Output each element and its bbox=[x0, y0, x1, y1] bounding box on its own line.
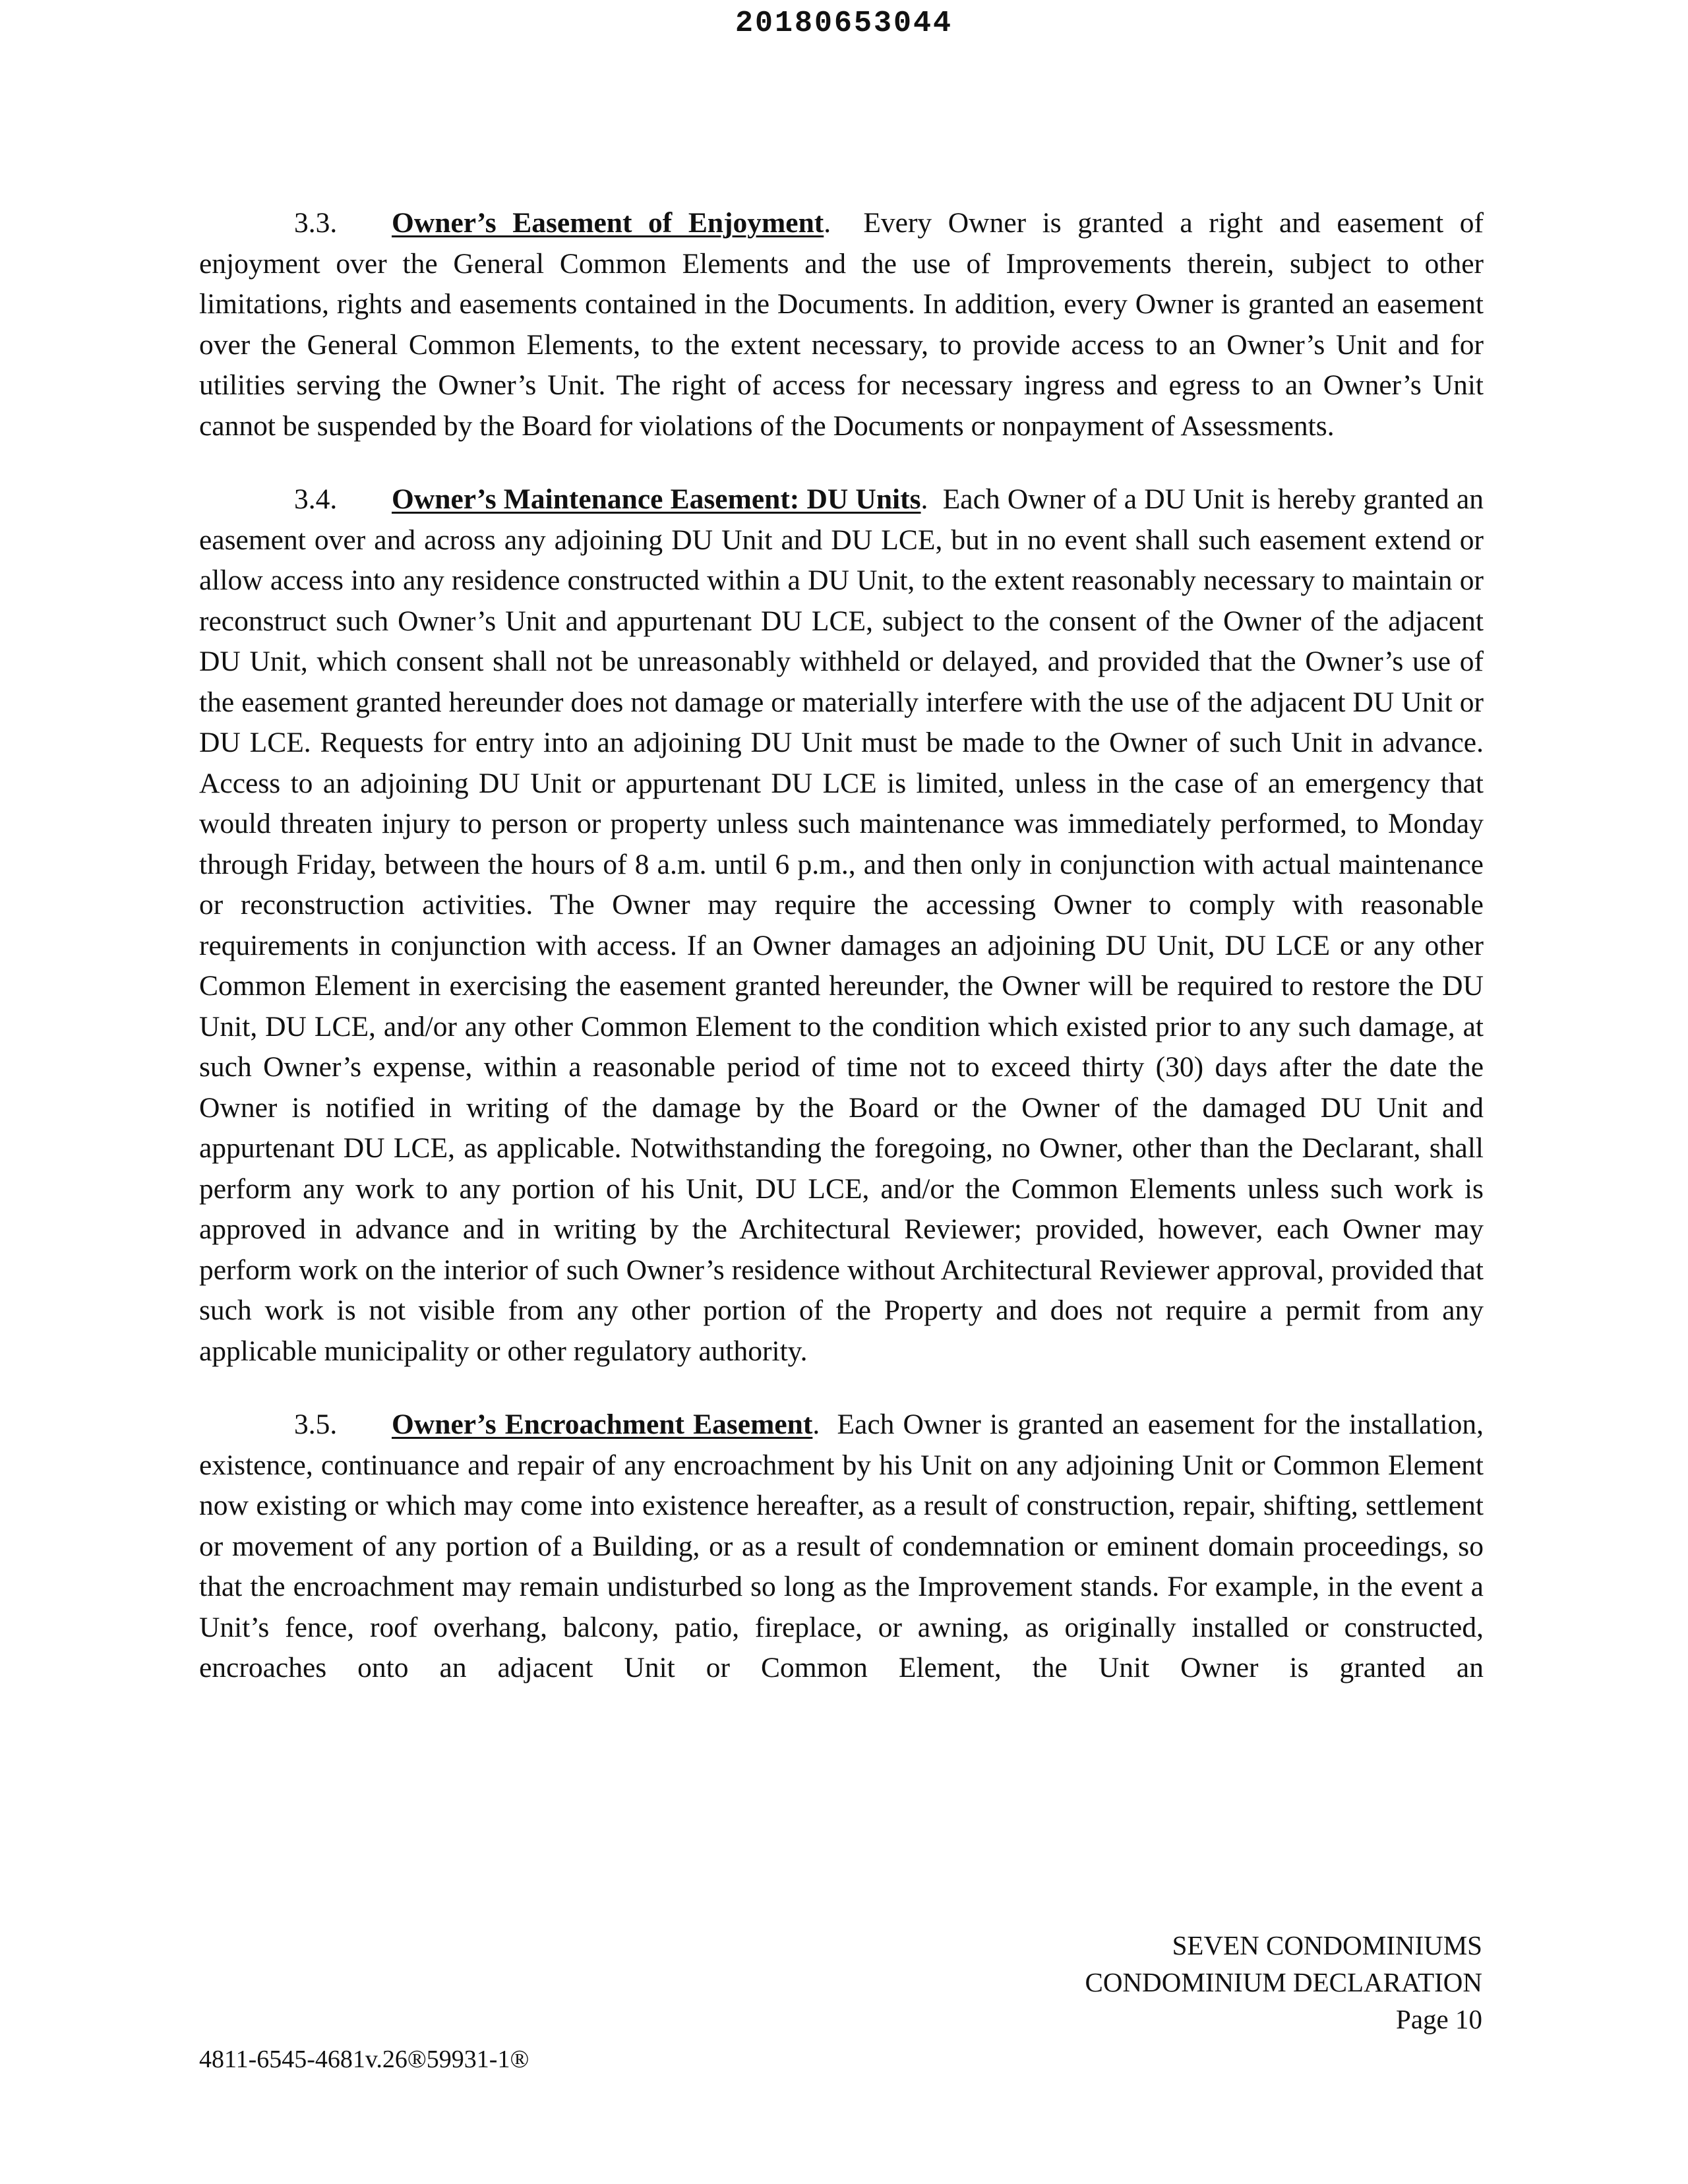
document-id: 4811-6545-4681v.26®59931-1® bbox=[199, 2046, 529, 2073]
page-number: Page 10 bbox=[1396, 2004, 1482, 2034]
section-title-period: . bbox=[812, 1409, 820, 1440]
section-title: Owner’s Easement of Enjoyment bbox=[392, 207, 824, 239]
section-title: Owner’s Maintenance Easement: DU Units bbox=[392, 483, 921, 515]
section-number: 3.5. bbox=[294, 1409, 338, 1440]
section-number: 3.3. bbox=[294, 207, 338, 239]
section-3-4 bbox=[199, 479, 1484, 1372]
footer-project-name: SEVEN CONDOMINIUMS bbox=[1172, 1930, 1482, 1960]
section-body: Each Owner of a DU Unit is hereby granted an easement over and across any adjoining DU Unit and DU LCE, but in no event shall such easement extend or allow access into any residence constructed within a DU Unit, to the extent reasonably necessary to maintain or reconstruct such Owner’s Unit and appurtenant DU LCE, subject to the consent of the Owner of the adjacent DU Unit, which consent shall not be unreasonably withheld or delayed, and provided that the Owner’s use of the easement granted hereunder does not damage or materially interfere with the use of the adjacent DU Unit or DU LCE. Requests for entry into an adjoining DU Unit must be made to the Owner of such Unit in advance. Access to an adjoining DU Unit or appurtenant DU LCE is limited, unless in the case of an emergency that would threaten injury to person or property unless such maintenance was immediately performed, to Monday through Friday, between the hours of 8 a.m. until 6 p.m., and then only in conjunction with actual maintenance or reconstruction activities. The Owner may require the accessing Owner to comply with reasonable requirements in conjunction with access. If an Owner damages an adjoining DU Unit, DU LCE or any other Common Element in exercising the easement granted hereunder, the Owner will be required to restore the DU Unit, DU LCE, and/or any other Common Element to the condition which existed prior to any such damage, at such Owner’s expense, within a reasonable period of time not to exceed thirty (30) days after the date the Owner is notified in writing of the damage by the Board or the Owner of the damaged DU Unit and appurtenant DU LCE, as applicable. Notwithstanding the foregoing, no Owner, other than the Declarant, shall perform any work to any portion of his Unit, DU LCE, and/or the Common Elements unless such work is approved in advance and in writing by the Architectural Reviewer; provided, however, each Owner may perform work on the interior of such Owner’s residence without Architectural Reviewer approval, provided that such work is not visible from any other portion of the Property and does not require a permit from any applicable municipality or other regulatory authority. bbox=[199, 483, 1484, 1367]
footer-document-title: CONDOMINIUM DECLARATION bbox=[1085, 1967, 1482, 1997]
page-footer bbox=[1085, 1927, 1482, 2038]
recording-number: 20180653044 bbox=[735, 7, 953, 40]
section-number: 3.4. bbox=[294, 483, 338, 515]
section-3-5 bbox=[199, 1405, 1484, 1689]
document-body bbox=[199, 203, 1484, 1689]
section-body: Each Owner is granted an easement for the installation, existence, continuance and repair of any encroachment by his Unit on any adjoining Unit or Common Element now existing or which may come into existence hereafter, as a result of construction, repair, shifting, settlement or movement of any portion of a Building, or as a result of condemnation or eminent domain proceedings, so that the encroachment may remain undisturbed so long as the Improvement stands. For example, in the event a Unit’s fence, roof overhang, balcony, patio, fireplace, or awning, as originally installed or constructed, encroaches onto an adjacent Unit or Common Element, the Unit Owner is granted an bbox=[199, 1409, 1484, 1684]
section-title-period: . bbox=[920, 483, 928, 515]
section-body: Every Owner is granted a right and easement of enjoyment over the General Common Elements and the use of Improvements therein, subject to other limitations, rights and easements contained in the Documents. In addition, every Owner is granted an easement over the General Common Elements, to the extent necessary, to provide access to an Owner’s Unit and for utilities serving the Owner’s Unit. The right of access for necessary ingress and egress to an Owner’s Unit cannot be suspended by the Board for violations of the Documents or nonpayment of Assessments. bbox=[199, 207, 1484, 442]
section-title-period: . bbox=[824, 207, 831, 239]
section-title: Owner’s Encroachment Easement bbox=[392, 1409, 813, 1440]
section-3-3 bbox=[199, 203, 1484, 446]
